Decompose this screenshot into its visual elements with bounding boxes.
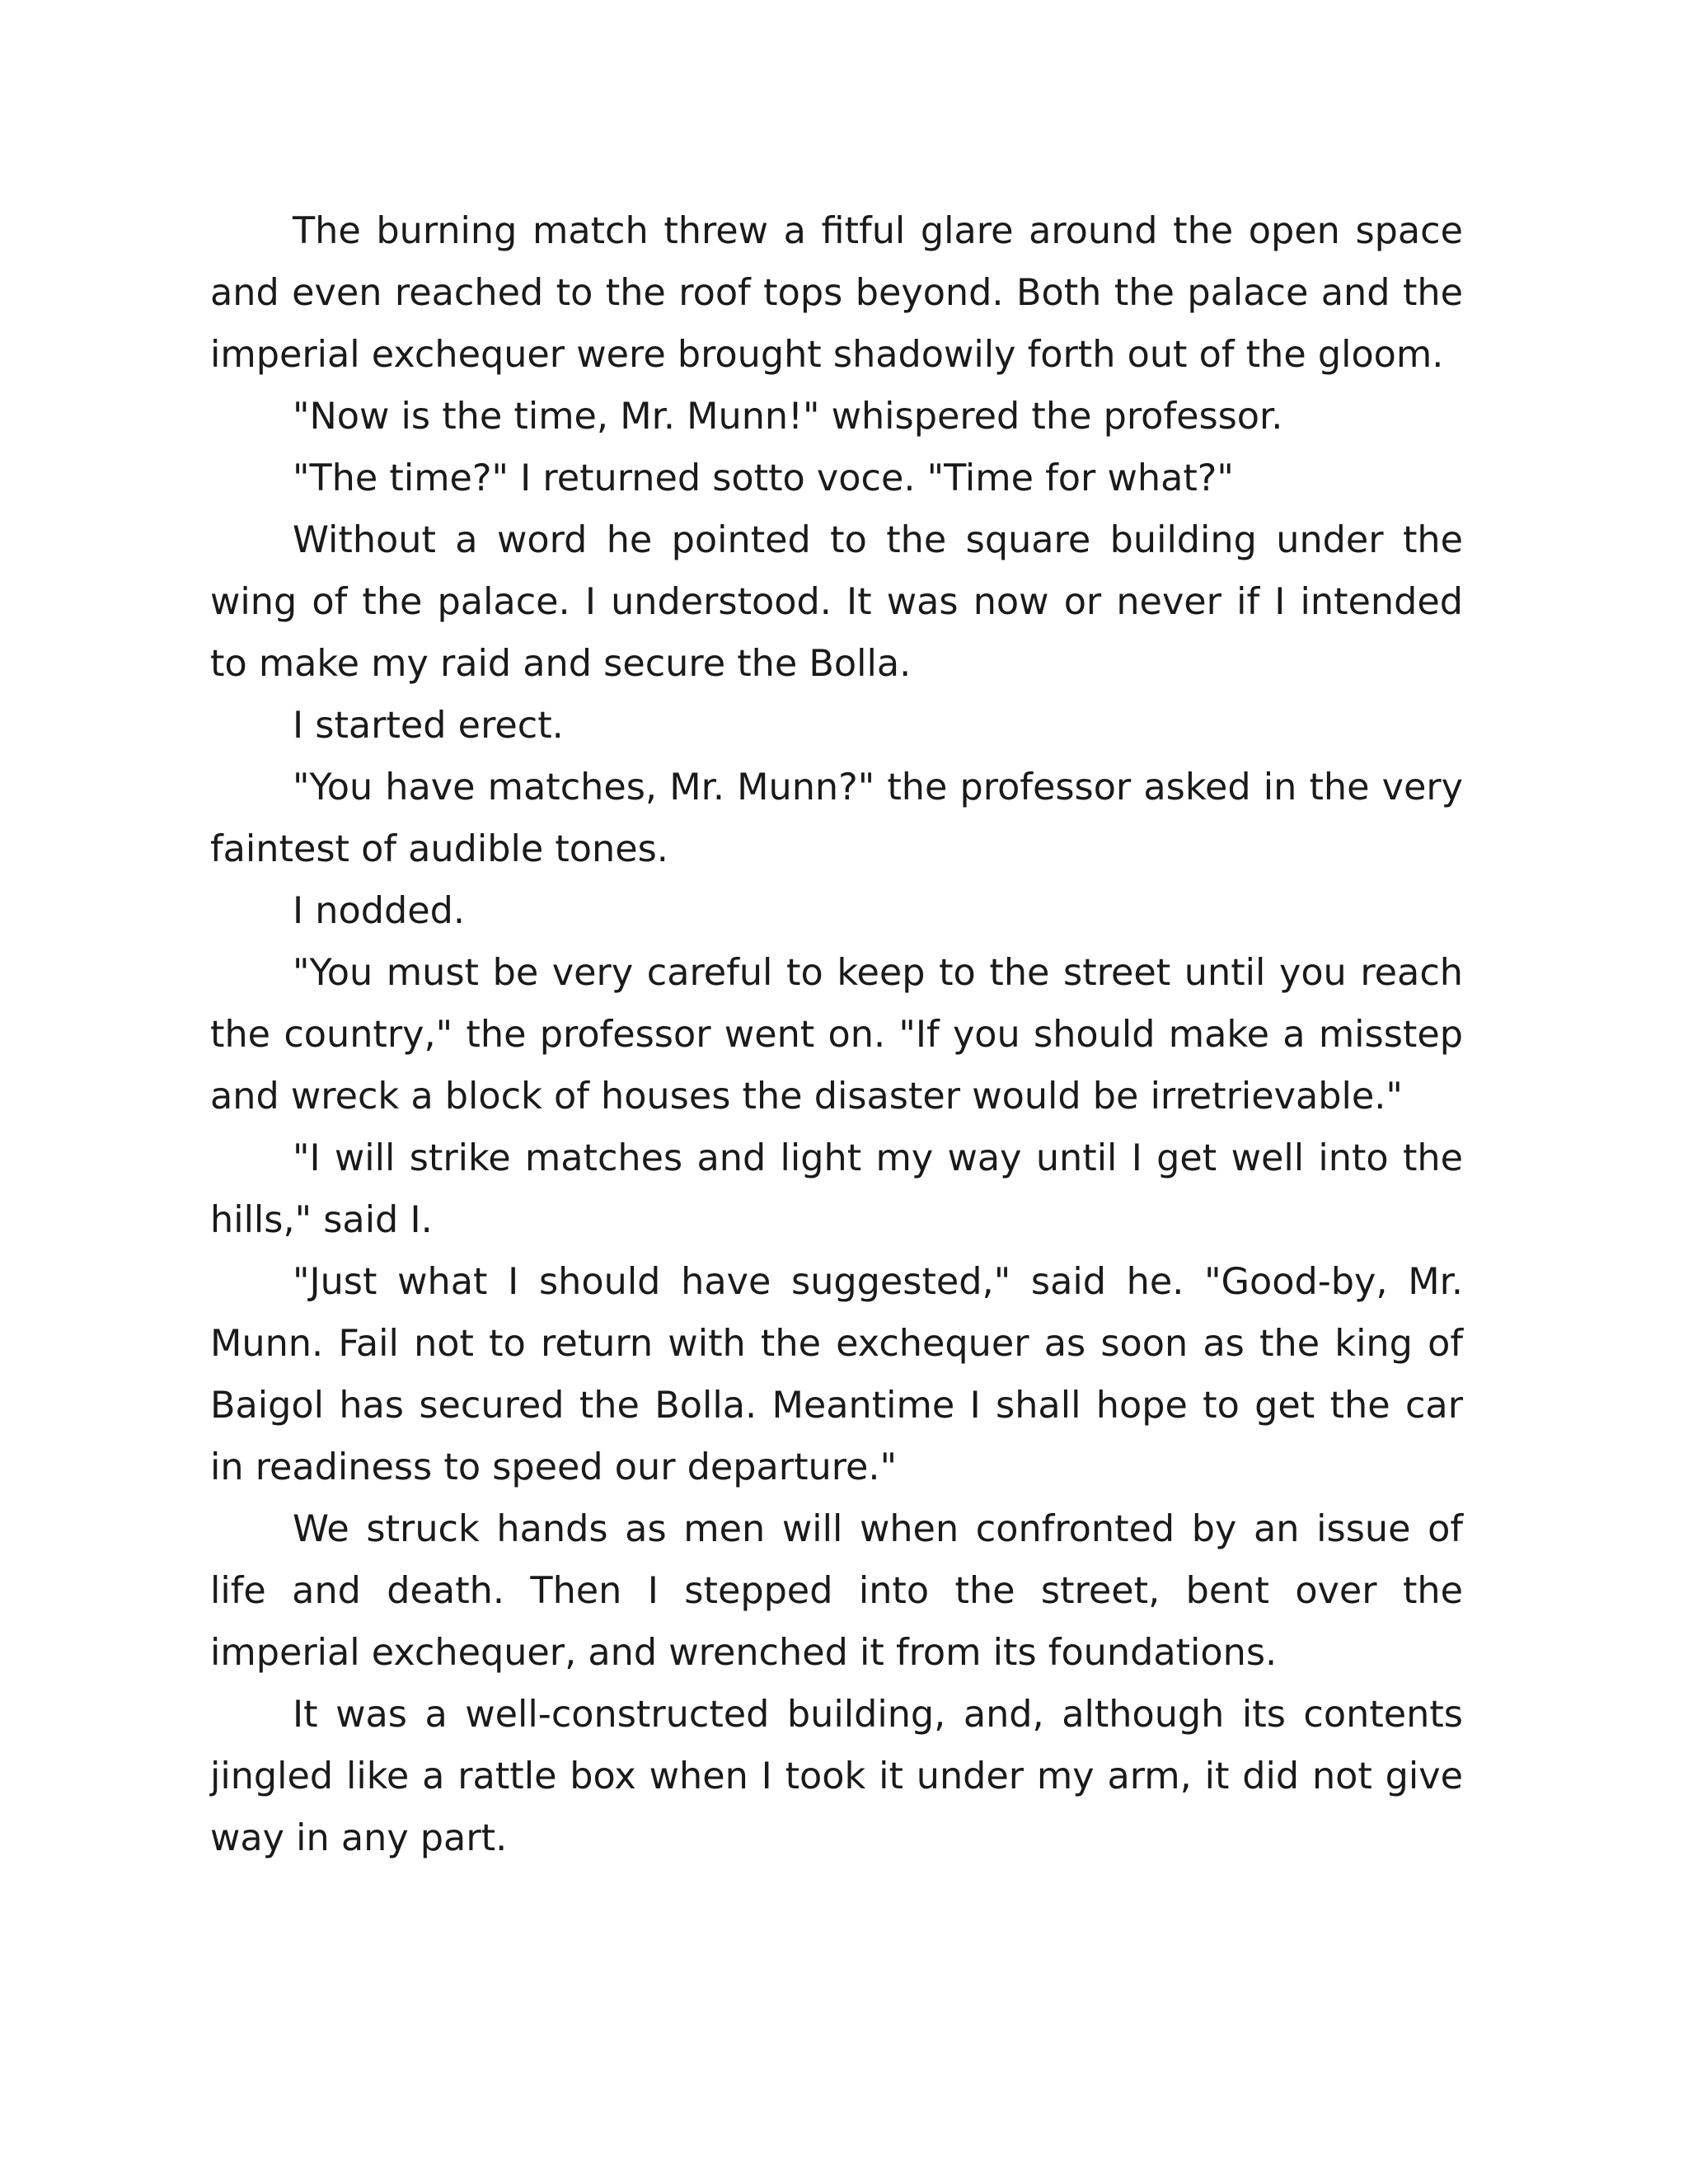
paragraph: We struck hands as men will when confronted by an issue of life and death. Then I stepped into the street, bent over the imperial exchequer, and wrenched it from its foundations. [210,1508,1463,1674]
paragraph: "The time?" I returned sotto voce. "Time for what?" [293,457,1234,499]
paragraph: I nodded. [293,890,465,932]
paragraph: Without a word he pointed to the square building under the wing of the palace. I understood. It was now or never if I intended to make my raid and secure the Bolla. [210,519,1463,685]
paragraph: "Now is the time, Mr. Munn!" whispered the professor. [293,396,1283,438]
paragraph: It was a well-constructed building, and, although its contents jingled like a rattle box when I took it under my arm, it did not give way in any part. [210,1694,1463,1859]
paragraph: "Just what I should have suggested," said he. "Good-by, Mr. Munn. Fail not to return with the exchequer as soon as the king of Baigol has secured the Bolla. Meantime I shall hope to get the car in readiness to speed our departure." [210,1261,1463,1488]
body-text [210,200,1463,1869]
paragraph: "You must be very careful to keep to the street until you reach the country," the professor went on. "If you should make a misstep and wreck a block of houses the disaster would be irretrievable." [210,952,1463,1118]
paragraph: "I will strike matches and light my way until I get well into the hills," said I. [210,1137,1463,1241]
paragraph: The burning match threw a fitful glare around the open space and even reached to the roof tops beyond. Both the palace and the imperial exchequer were brought shadowily forth out of the gloom. [210,210,1463,376]
paragraph: "You have matches, Mr. Munn?" the professor asked in the very faintest of audible tones. [210,766,1463,870]
paragraph: I started erect. [293,705,564,747]
